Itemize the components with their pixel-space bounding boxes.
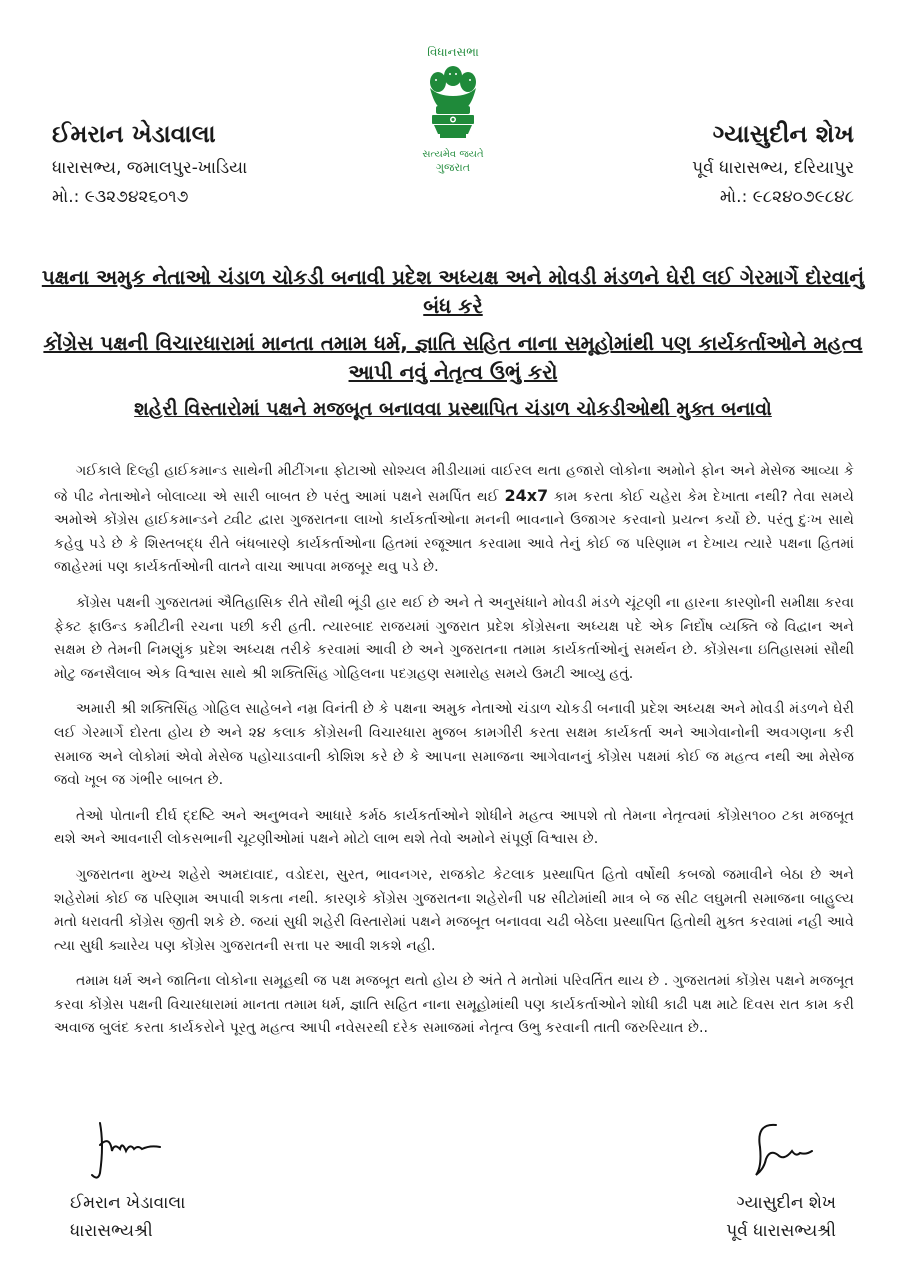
emblem-motto: સત્યમેવ જયતે [422, 149, 484, 160]
paragraph-5: ગુજરાતના મુખ્ય શહેરો અમદાવાદ, વડોદરા, સુરત, ભાવનગર, રાજકોટ કેટલાક પ્રસ્થાપિત હિતો વર્ષોથી કબજો જમાવીને બેઠા છે અને શહેરોમાં કોઈ જ પરિણામ અપાવી શકતા નથી. કારણકે કોંગ્રેસ ગુજરાતના શહેરોની ૫૪ સીટોમાંથી માત્ર બે જ સીટ લઘુમતી સમાજના બાહુલ્ય મતો ધરાવતી કોંગ્રેસ જીતી શકે છે. જયાં સુધી શહેરી વિસ્તારોમાં પક્ષને મજબૂત બનાવવા ચઢી બેઠેલા પ્રસ્થાપિત હિતોથી મુક્ત કરવામાં નહી આવે ત્યા સુધી ક્યારેય પણ કોંગ્રેસ ગુજરાતની સત્તા પર આવી શકશે નહી. [54, 866, 854, 954]
headline-2: કોંગ્રેસ પક્ષની વિચારધારામાં માનતા તમામ ધર્મ, જ્ઞાતિ સહિત નાના સમૂહોમાંથી પણ કાર્યકર્તાઓને મહત્વ આપી નવું નેતૃત્વ ઉભું કરો [43, 331, 863, 384]
left-handwritten-signature [70, 1115, 180, 1185]
paragraph-1-part-a: ગઈકાલે દિલ્હી હાઈકમાન્ડ સાથેની મીટીંગના ફોટાઓ સોશ્યલ મીડીયામાં વાઈરલ થતા હજારો લોકોના અમોને ફોન અને મેસેજ આવ્યા કે જે પીઢ નેતાઓને બોલાવ્યા એ સારી બાબત છે પરંતુ આમાં પક્ષને સમર્પિત થઈ [54, 463, 854, 505]
left-header [52, 118, 352, 212]
paragraph-4: તેઓ પોતાની દીર્ઘ દ્દષ્ટિ અને અનુભવને આધારે કર્મઠ કાર્યકર્તાઓને શોધીને મહત્વ આપશે તો તેમના નેતૃત્વમાં કોંગ્રેસ૧૦૦ ટકા મજબૂત થશે અને આવનારી લોકસભાની ચૂટણીઓમાં પક્ષને મોટો લાભ થશે તેવો અમોને સંપૂર્ણ વિશ્વાસ છે. [54, 807, 854, 848]
right-header-phone: મો.: ૯૮૨૪૦૭૯૮૪૮ [719, 187, 854, 207]
right-header-name: ગ્યાસુદીન શેખ [712, 120, 854, 148]
paragraph-1-part-b: કામ કરતા કોઈ ચહેરા કેમ દેખાતા નથી? તેવા સમયે અમોએ કોંગ્રેસ હાઈકમાન્ડને ટ્વીટ દ્વારા ગુજરાતના લાખો કાર્યકર્તાઓના મનની ભાવનાને ઉજાગર કરવાનો પ્રયત્ન કર્યો છે. પરંતુ દુઃખ સાથે કહેવુ પડે છે કે શિસ્તબદ્ધ રીતે બંધબારણે કાર્યકર્તાઓના હિતમાં રજૂઆત કરવામા આવે તેનું કોઈ જ પરિણામ ન દેખાય ત્યારે પક્ષના હિતમાં જાહેરમાં પણ કાર્યકર્તાઓની વાતને વાચા આપવા મજબૂર થવુ પડે છે. [54, 488, 854, 576]
right-header [554, 118, 854, 212]
state-emblem [403, 44, 503, 175]
left-header-designation: ધારાસભ્ય, જમાલપુર-ખાડિયા [52, 158, 248, 178]
left-signature-block [70, 1115, 270, 1245]
right-handwritten-signature [726, 1115, 836, 1185]
left-signatory-name: ઈમરાન ખેડાવાલા [70, 1193, 186, 1213]
left-header-name: ઈમરાન ખેડાવાલા [52, 120, 216, 148]
paragraph-6: તમામ ધર્મ અને જાતિના લોકોના સમૂહથી જ પક્ષ મજબૂત થતો હોય છે અંતે તે મતોમાં પરિવર્તિત થાય છે . ગુજરાતમાં કોંગ્રેસ પક્ષને મજબૂત કરવા કોંગ્રેસ પક્ષની વિચારધારામાં માનતા તમામ ધર્મ, જ્ઞાતિ સહિત નાના સમૂહોમાંથી પણ કાર્યકર્તાઓને શોધી કાઢી પક્ષ માટે દિવસ રાત કામ કરી અવાજ બુલંદ કરતા કાર્યકરોને પૂરતુ મહત્વ આપી નવેસરથી દરેક સમાજમાં નેતૃત્વ ઉભુ કરવાની તાતી જરુરિયાત છે.. [54, 973, 854, 1037]
emblem-state: ગુજરાત [435, 161, 471, 174]
right-signature-block [636, 1115, 836, 1245]
headline-block [40, 263, 866, 424]
paragraph-3: અમારી શ્રી શક્તિસિંહ ગોહિલ સાહેબને નમ્ર વિનંતી છે કે પક્ષના અમુક નેતાઓ ચંડાળ ચોકડી બનાવી પ્રદેશ અધ્યક્ષ અને મોવડી મંડળને ઘેરી લઈ ગેરમાર્ગે દોરતા હોય છે અને ૨૪ કલાક કોંગ્રેસની વિચારધારા મુજબ કામગીરી કરતા સક્ષમ કાર્યકર્તા અને આગેવાનોની અવગણના કરી સમાજ અને લોકોમાં એવો મેસેજ પહોચાડવાની કોશિશ કરે છે કે આપના સમાજના આગેવાનનું કોંગ્રેસ પક્ષમાં કોઈ જ મહત્વ નથી આ મેસેજ જવો ખૂબ જ ગંભીર બાબત છે. [54, 701, 854, 789]
right-signatory-title: પૂર્વ ધારાસભ્યશ્રી [726, 1221, 836, 1241]
emblem-top-text: વિધાનસભા [427, 45, 479, 59]
headline-1: પક્ષના અમુક નેતાઓ ચંડાળ ચોકડી બનાવી પ્રદેશ અધ્યક્ષ અને મોવડી મંડળને ઘેરી લઈ ગેરમાર્ગે દોરવાનું બંધ કરે [41, 265, 865, 318]
left-header-phone: મો.: ૯૩૨૭૪૨૬૦૧૭ [52, 187, 189, 207]
headline-3: શહેરી વિસ્તારોમાં પક્ષને મજબૂત બનાવવા પ્રસ્થાપિત ચંડાળ ચોકડીઓથી મુક્ત બનાવો [134, 398, 772, 420]
paragraph-2: કોંગ્રેસ પક્ષની ગુજરાતમાં ઐતિહાસિક રીતે સૌથી ભૂંડી હાર થઈ છે અને તે અનુસંધાને મોવડી મંડળે ચૂંટણી ના હારના કારણોની સમીક્ષા કરવા ફેક્ટ ફાઉન્ડ કમીટીની રચના પછી કરી હતી. ત્યારબાદ રાજયમાં ગુજરાત પ્રદેશ કોંગ્રેસના અધ્યક્ષ પદે એક નિર્દોષ વ્યક્તિ જે વિદ્વાન અને સક્ષમ છે તેમની નિમણુંક પ્રદેશ અધ્યક્ષ તરીકે કરવામાં આવી છે અને ગુજરાતના તમામ કાર્યકર્તાઓનું સમર્થન છે. કોંગ્રેસના ઇતિહાસમાં સૌથી મોટુ જનસૈલાબ એક વિશ્વાસ સાથે શ્રી શક્તિસિંહ ગોહિલના પદગ્રહણ સમારોહ સમયે ઉમટી આવ્યુ હતું. [54, 594, 854, 682]
paragraph-1 [54, 460, 854, 580]
right-header-designation: પૂર્વ ધારાસભ્ય, દરિયાપુર [692, 158, 854, 178]
right-signatory-name: ગ્યાસુદીન શેખ [736, 1193, 836, 1213]
letter-body [54, 460, 854, 1053]
left-signatory-title: ધારાસભ્યશ્રી [70, 1221, 153, 1241]
paragraph-1-24x7: 24x7 [504, 485, 549, 505]
lion-capital-icon [422, 62, 484, 146]
